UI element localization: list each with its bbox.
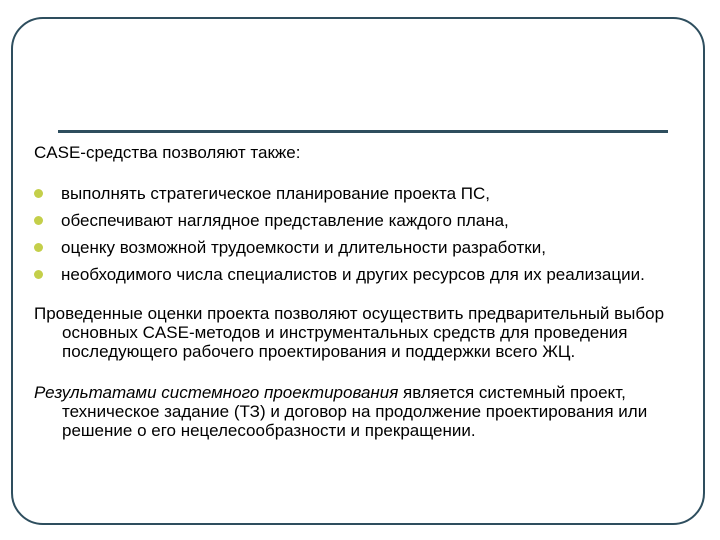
bullet-icon	[34, 270, 43, 279]
bullet-text: необходимого числа специалистов и других ресурсов для их реализации.	[61, 265, 645, 284]
bullet-icon	[34, 243, 43, 252]
list-item	[34, 211, 699, 230]
list-item	[34, 184, 699, 203]
list-item	[34, 238, 699, 257]
paragraph-estimates: Проведенные оценки проекта позволяют осуществить предварительный выбор основных CASE-методов и инструментальных средств для проведения последующего рабочего проектирования и поддержки всего ЖЦ.	[34, 304, 665, 361]
bullet-icon	[34, 216, 43, 225]
bullet-text: оценку возможной трудоемкости и длительности разработки,	[61, 238, 546, 257]
bullet-text: обеспечивают наглядное представление каждого плана,	[61, 211, 509, 230]
results-text: является системный проект, техническое задание (ТЗ) и договор на продолжение проектирования или решение о его нецелесообразности и прекращении.	[62, 383, 648, 440]
bullet-list	[34, 184, 699, 284]
results-emphasis: Результатами системного проектирования	[34, 383, 399, 402]
bullet-text: выполнять стратегическое планирование проекта ПС,	[61, 184, 490, 203]
list-item	[34, 265, 699, 284]
paragraph-gap	[34, 361, 699, 383]
title-divider	[58, 130, 668, 133]
intro-text: CASE-средства позволяют также:	[34, 143, 301, 162]
paragraph-results	[34, 383, 699, 440]
bullet-icon	[34, 189, 43, 198]
slide-content	[34, 143, 699, 440]
